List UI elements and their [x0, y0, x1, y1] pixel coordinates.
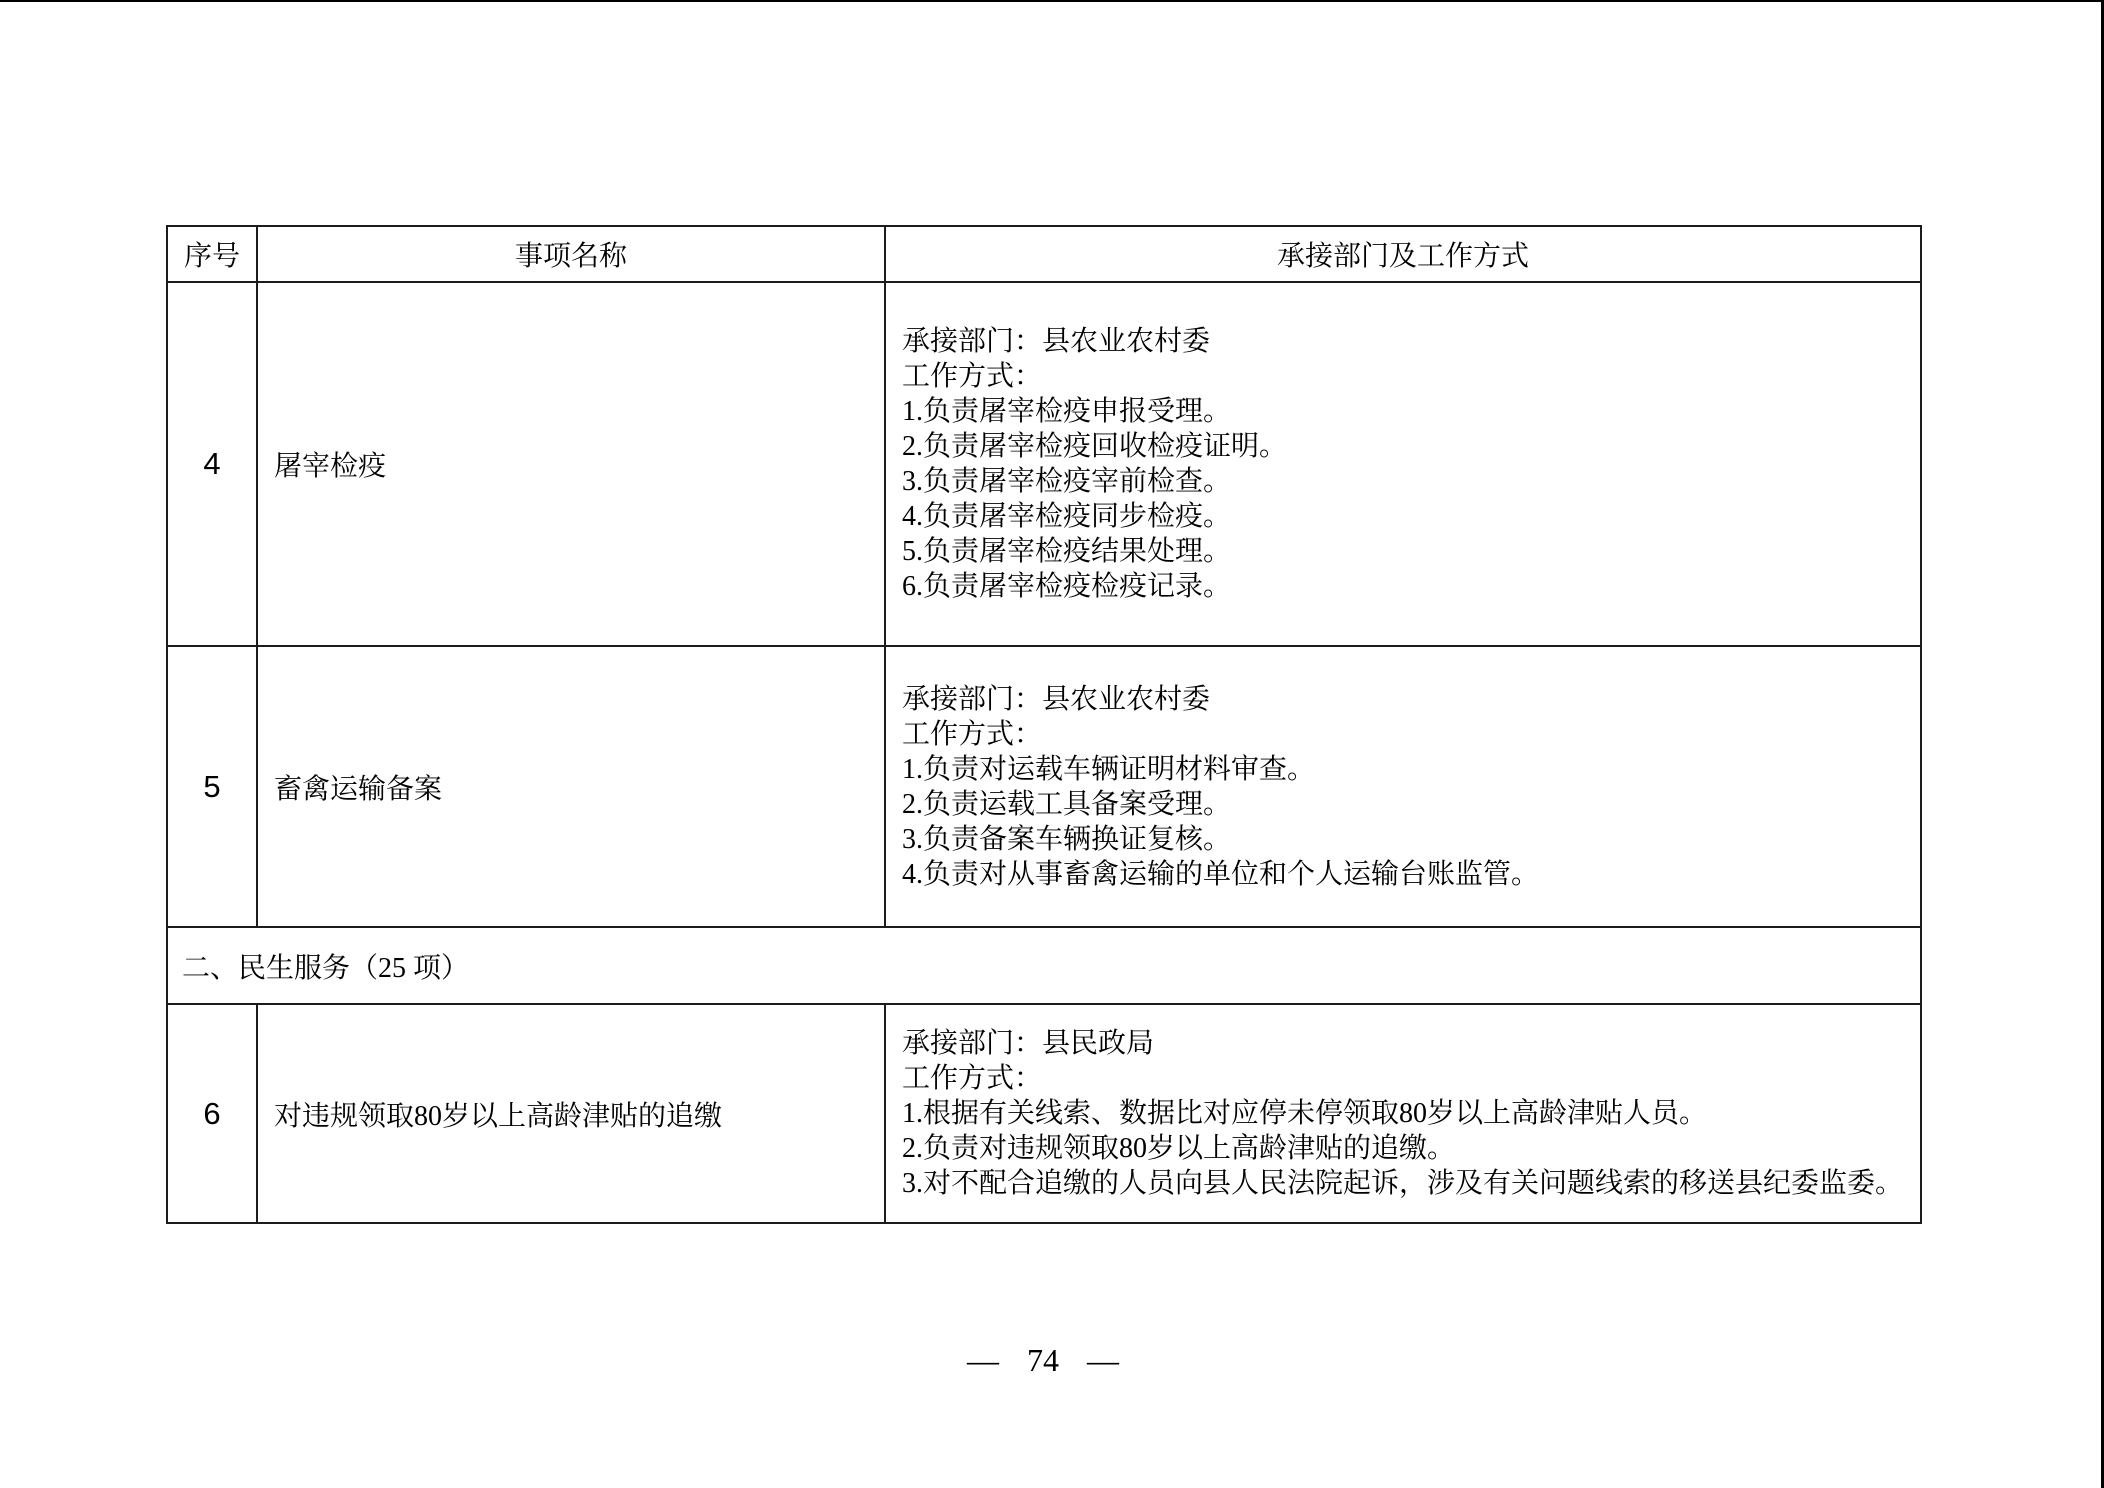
row-serial-no: 5	[167, 646, 257, 927]
row-detail-cell	[885, 646, 1921, 927]
detail-line: 1.根据有关线索、数据比对应停未停领取80岁以上高龄津贴人员。	[902, 1098, 1708, 1129]
detail-line: 3.对不配合追缴的人员向县人民法院起诉，涉及有关问题线索的移送县纪委监委。	[902, 1168, 1904, 1199]
detail-line: 4.负责屠宰检疫同步检疫。	[902, 501, 1232, 532]
detail-line: 2.负责对违规领取80岁以上高龄津贴的追缴。	[902, 1133, 1456, 1164]
table-row	[167, 646, 1921, 927]
table-header-row	[167, 226, 1921, 282]
table-row	[167, 282, 1921, 646]
detail-line: 工作方式：	[902, 361, 1043, 392]
detail-line: 5.负责屠宰检疫结果处理。	[902, 536, 1232, 567]
section-header-row	[167, 927, 1921, 1004]
row-serial-no: 4	[167, 282, 257, 646]
page-number-value: 74	[1027, 1342, 1059, 1378]
row-detail-cell	[885, 282, 1921, 646]
column-header-item-name: 事项名称	[257, 226, 885, 282]
row-item-name: 畜禽运输备案	[257, 646, 885, 927]
detail-line: 2.负责屠宰检疫回收检疫证明。	[902, 431, 1288, 462]
row-item-name: 屠宰检疫	[257, 282, 885, 646]
detail-line: 4.负责对从事畜禽运输的单位和个人运输台账监管。	[902, 858, 1540, 890]
page-number	[166, 1342, 1920, 1379]
detail-line: 承接部门：县民政局	[902, 1028, 1155, 1059]
detail-line: 2.负责运载工具备案受理。	[902, 788, 1232, 820]
detail-line: 工作方式：	[902, 1063, 1043, 1094]
detail-line: 6.负责屠宰检疫检疫记录。	[902, 571, 1232, 602]
page-number-dash-right: —	[1087, 1342, 1119, 1378]
detail-line: 承接部门：县农业农村委	[902, 683, 1211, 715]
row-item-name: 对违规领取80岁以上高龄津贴的追缴	[257, 1004, 885, 1223]
detail-line: 3.负责屠宰检疫宰前检查。	[902, 466, 1232, 497]
row-serial-no: 6	[167, 1004, 257, 1223]
detail-line: 1.负责屠宰检疫申报受理。	[902, 396, 1232, 427]
row-detail-cell	[885, 1004, 1921, 1223]
section-header-label: 二、民生服务（25 项）	[167, 927, 1921, 1004]
column-header-department-method: 承接部门及工作方式	[885, 226, 1921, 282]
undertaking-items-table	[166, 225, 1922, 1224]
column-header-serial-no: 序号	[167, 226, 257, 282]
page-number-dash-left: —	[967, 1342, 999, 1378]
page-top-edge-line	[0, 0, 2104, 2]
table-row	[167, 1004, 1921, 1223]
detail-line: 3.负责备案车辆换证复核。	[902, 823, 1232, 855]
detail-line: 1.负责对运载车辆证明材料审查。	[902, 753, 1316, 785]
detail-line: 承接部门：县农业农村委	[902, 326, 1211, 357]
detail-line: 工作方式：	[902, 718, 1043, 750]
